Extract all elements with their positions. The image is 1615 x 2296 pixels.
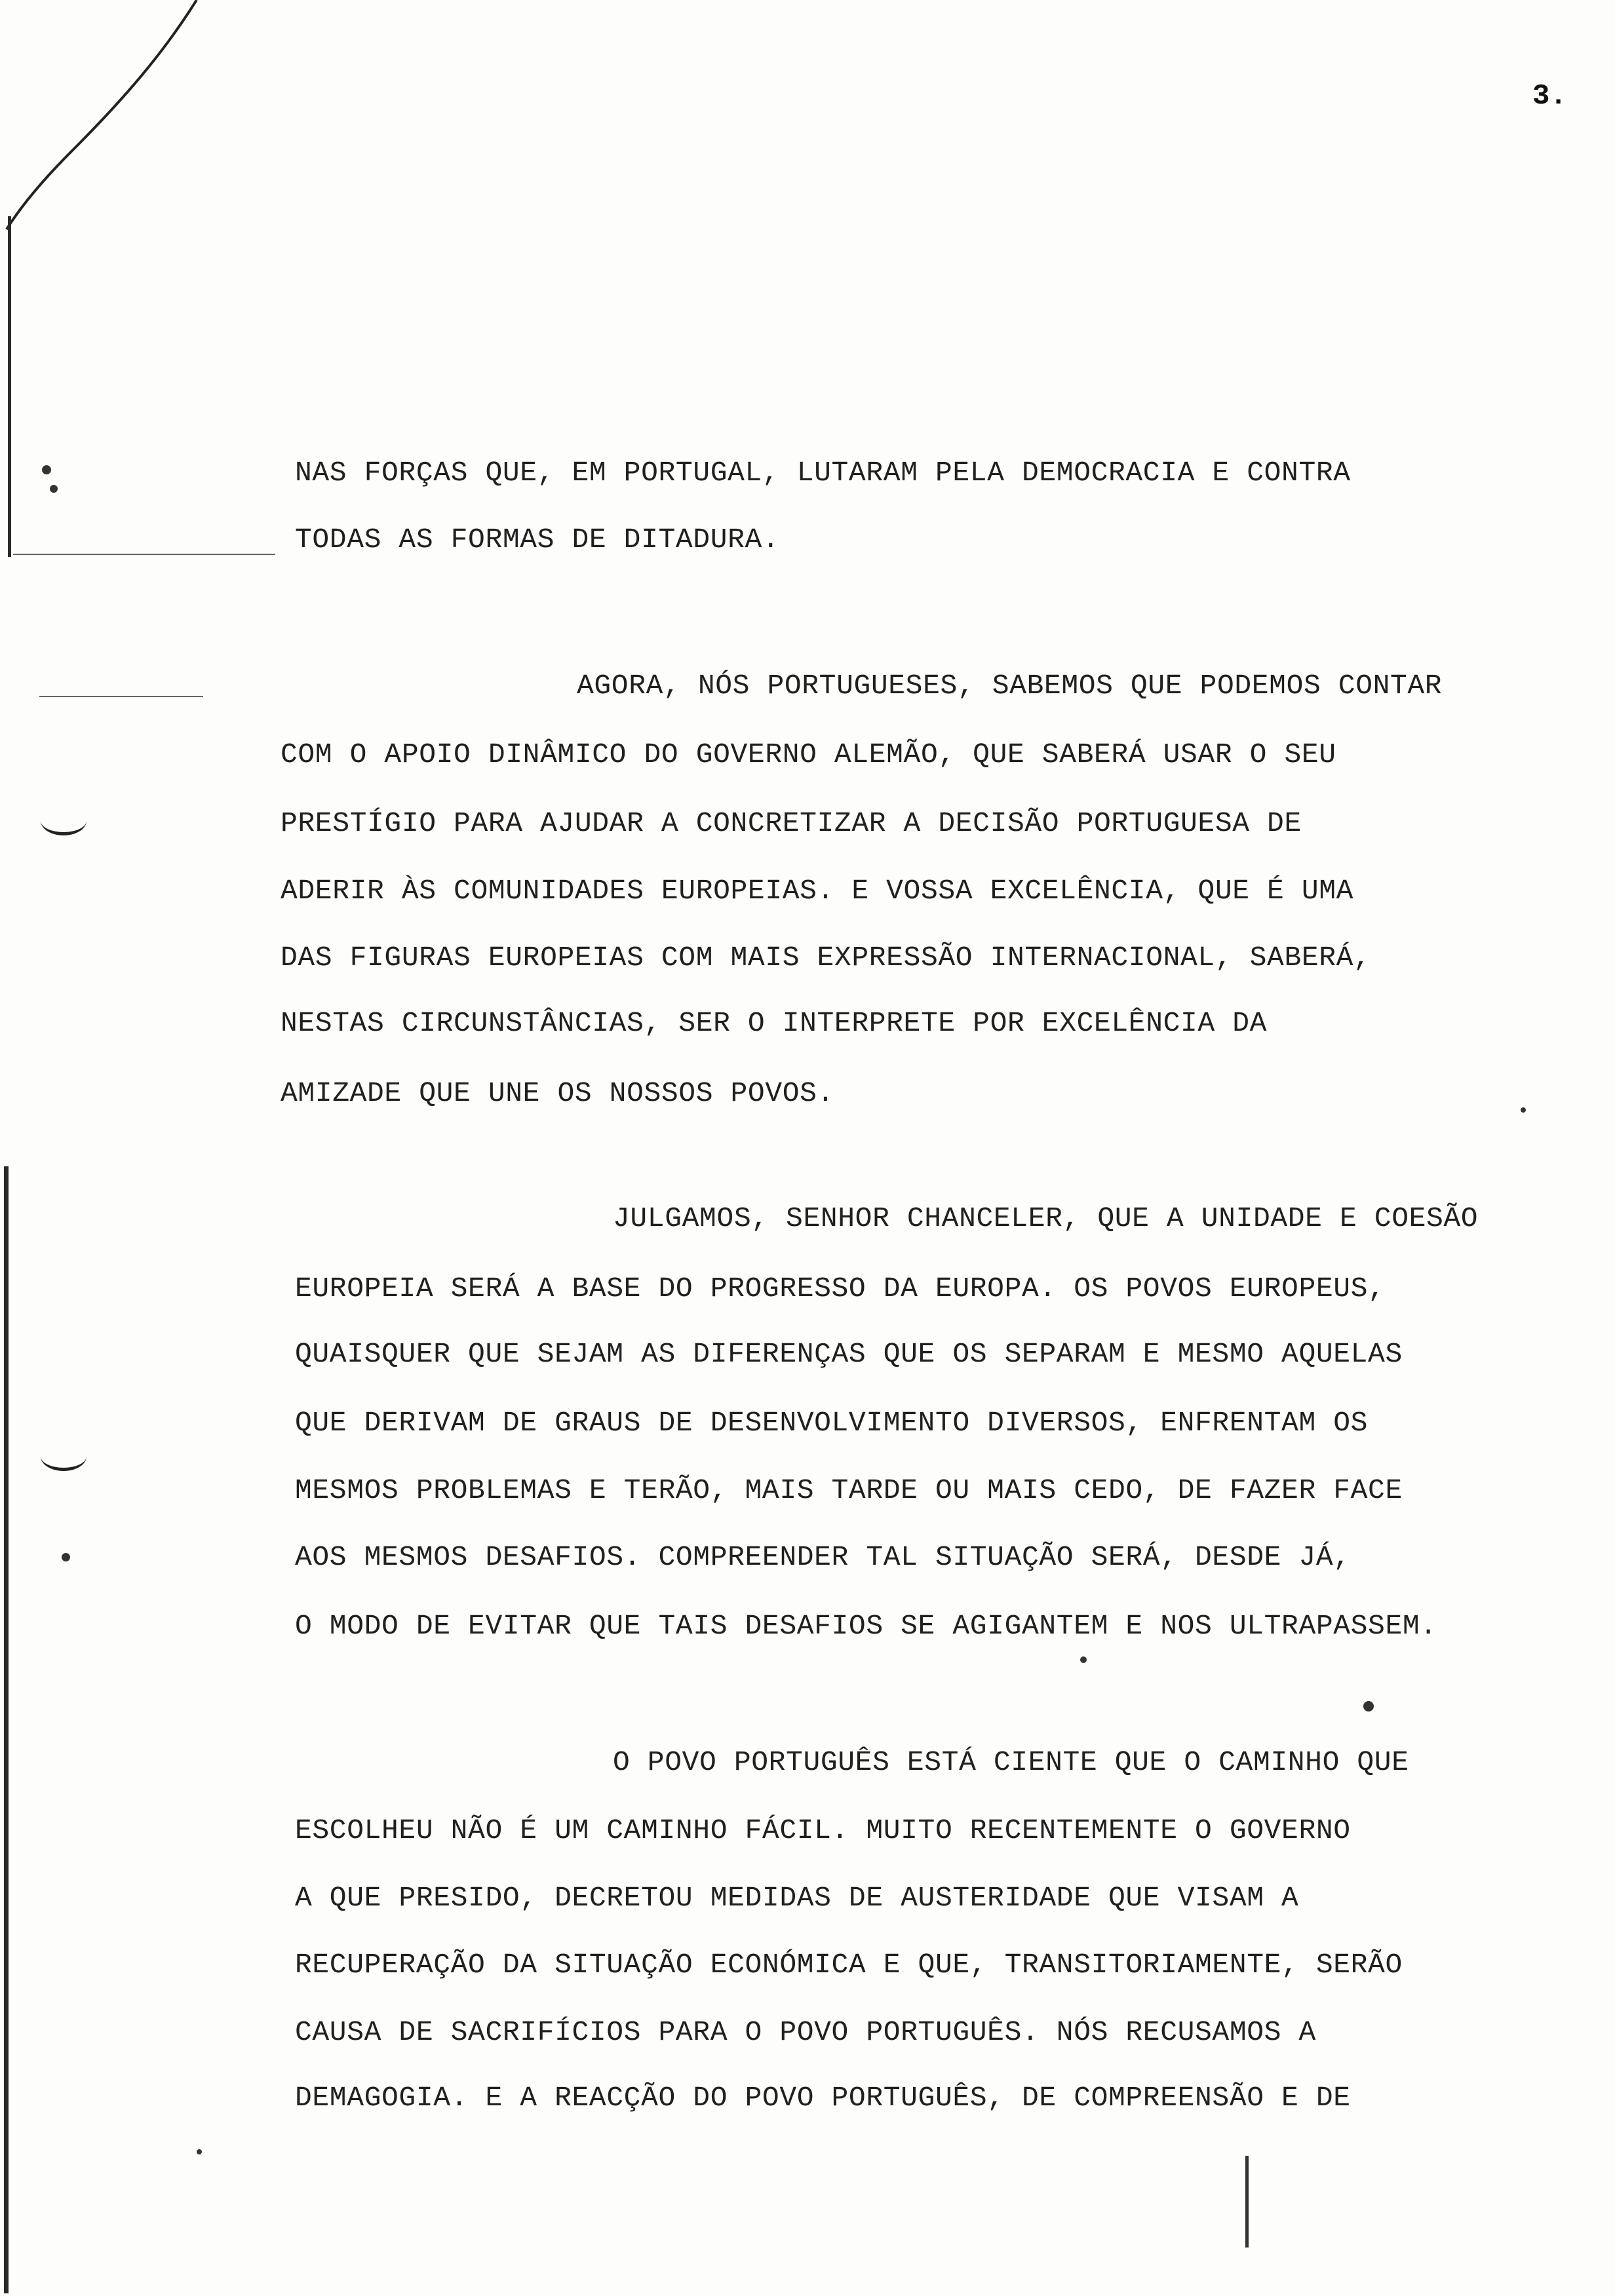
scan-speck (1080, 1656, 1087, 1663)
text-line: A QUE PRESIDO, DECRETOU MEDIDAS DE AUSTERIDADE QUE VISAM A (295, 1882, 1299, 1914)
text-line: MESMOS PROBLEMAS E TERÃO, MAIS TARDE OU MAIS CEDO, DE FAZER FACE (295, 1474, 1403, 1506)
text-line: NESTAS CIRCUNSTÂNCIAS, SER O INTERPRETE POR EXCELÊNCIA DA (281, 1007, 1268, 1039)
text-line: AGORA, NÓS PORTUGUESES, SABEMOS QUE PODEMOS CONTAR (577, 670, 1443, 702)
text-line: NAS FORÇAS QUE, EM PORTUGAL, LUTARAM PELA DEMOCRACIA E CONTRA (295, 457, 1351, 489)
text-line: DEMAGOGIA. E A REACÇÃO DO POVO PORTUGUÊS, DE COMPREENSÃO E DE (295, 2082, 1351, 2114)
scan-dash (1245, 2156, 1249, 2248)
scan-speck (1521, 1107, 1526, 1113)
scan-speck (197, 2149, 202, 2154)
text-line: AMIZADE QUE UNE OS NOSSOS POVOS. (281, 1077, 834, 1109)
text-line: O MODO DE EVITAR QUE TAIS DESAFIOS SE AGIGANTEM E NOS ULTRAPASSEM. (295, 1610, 1437, 1642)
scan-speck (62, 1553, 70, 1561)
punch-hole-mark (41, 1442, 87, 1471)
scan-corner-mark (0, 0, 210, 236)
text-line: DAS FIGURAS EUROPEIAS COM MAIS EXPRESSÃO INTERNACIONAL, SABERÁ, (281, 942, 1371, 974)
text-line: TODAS AS FORMAS DE DITADURA. (295, 524, 780, 556)
text-line: EUROPEIA SERÁ A BASE DO PROGRESSO DA EUROPA. OS POVOS EUROPEUS, (295, 1272, 1386, 1305)
text-line: ESCOLHEU NÃO É UM CAMINHO FÁCIL. MUITO RECENTEMENTE O GOVERNO (295, 1814, 1351, 1846)
scan-speck (1363, 1701, 1374, 1712)
text-line: AOS MESMOS DESAFIOS. COMPREENDER TAL SITUAÇÃO SERÁ, DESDE JÁ, (295, 1541, 1351, 1573)
text-line: JULGAMOS, SENHOR CHANCELER, QUE A UNIDADE E COESÃO (613, 1202, 1479, 1234)
scan-speck (50, 485, 58, 493)
text-line: CAUSA DE SACRIFÍCIOS PARA O POVO PORTUGUÊS. NÓS RECUSAMOS A (295, 2016, 1316, 2048)
text-line: PRESTÍGIO PARA AJUDAR A CONCRETIZAR A DECISÃO PORTUGUESA DE (281, 807, 1302, 839)
text-line: QUAISQUER QUE SEJAM AS DIFERENÇAS QUE OS SEPARAM E MESMO AQUELAS (295, 1338, 1403, 1370)
page-number: 3. (1532, 80, 1567, 113)
scan-dash (39, 696, 203, 697)
text-line: COM O APOIO DINÂMICO DO GOVERNO ALEMÃO, QUE SABERÁ USAR O SEU (281, 738, 1336, 771)
text-line: RECUPERAÇÃO DA SITUAÇÃO ECONÓMICA E QUE, TRANSITORIAMENTE, SERÃO (295, 1949, 1403, 1981)
margin-scan-line (8, 216, 11, 557)
margin-scan-line (4, 1166, 9, 2293)
scan-speck (42, 465, 51, 474)
text-line: O POVO PORTUGUÊS ESTÁ CIENTE QUE O CAMINHO QUE (613, 1746, 1409, 1778)
scan-dash (13, 554, 275, 555)
text-line: QUE DERIVAM DE GRAUS DE DESENVOLVIMENTO DIVERSOS, ENFRENTAM OS (295, 1407, 1369, 1439)
text-line: ADERIR ÀS COMUNIDADES EUROPEIAS. E VOSSA EXCELÊNCIA, QUE É UMA (281, 875, 1354, 907)
punch-hole-mark (41, 806, 87, 835)
